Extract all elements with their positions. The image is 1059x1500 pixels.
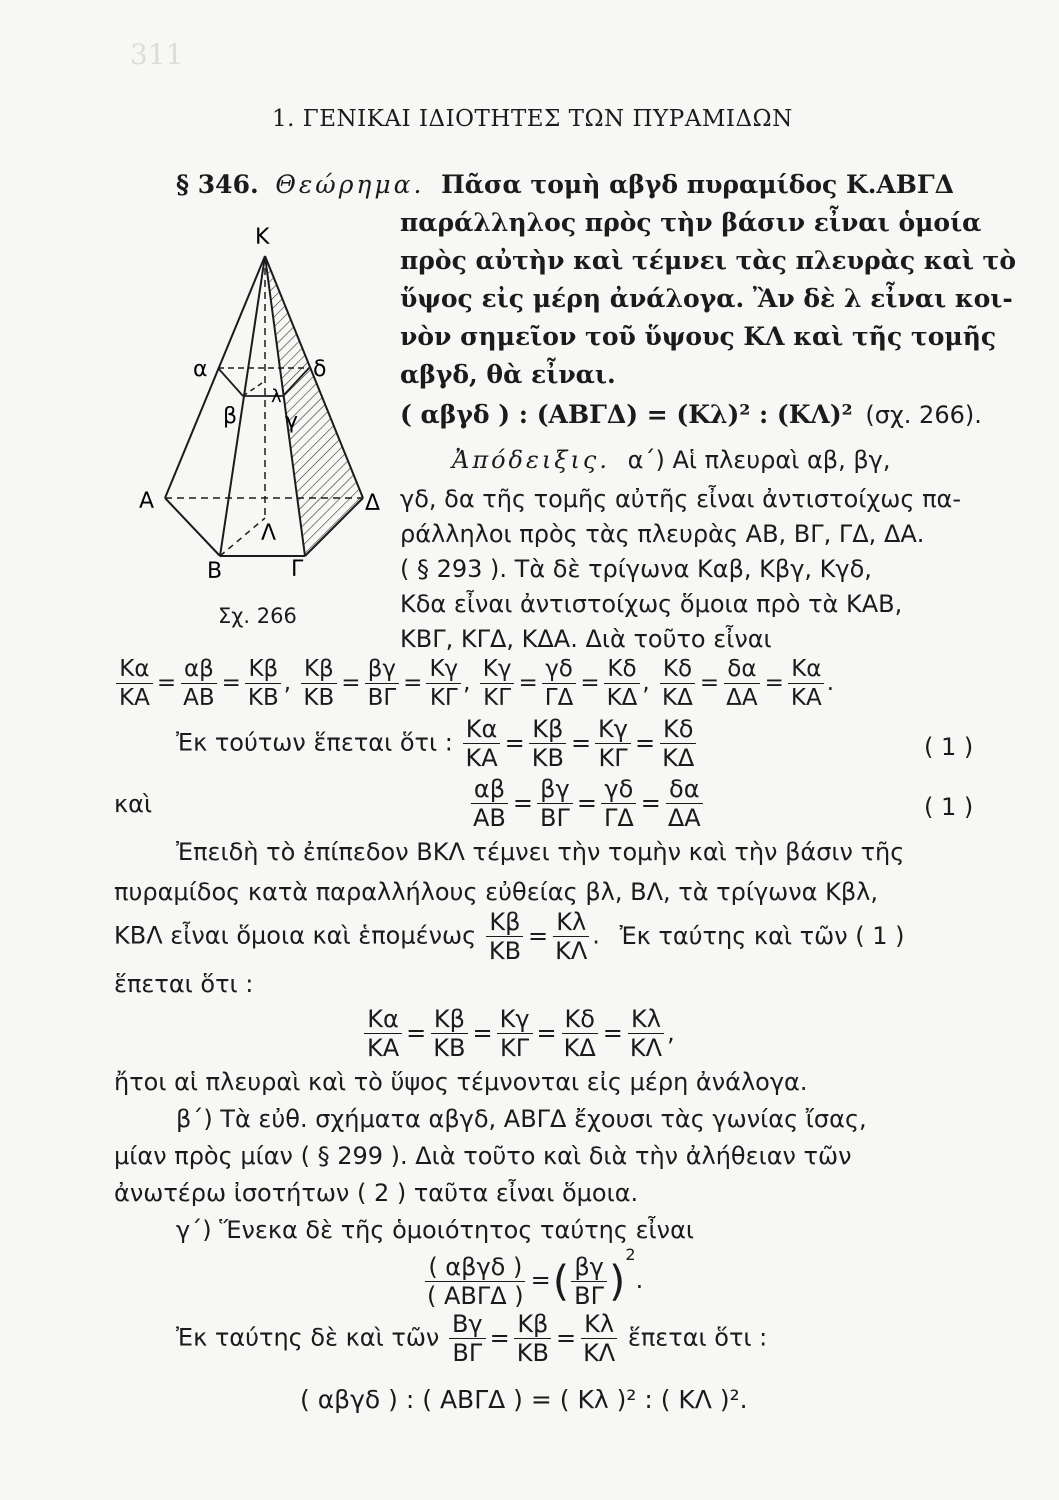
fraction: $\frac{K\alpha}{KA}$ <box>462 715 500 772</box>
fraction: $\frac{K\delta}{K\Delta}$ <box>604 655 641 712</box>
equation-tag-1a: ( 1 ) <box>924 733 974 761</box>
label-beta: β <box>223 404 238 429</box>
equation-4: $\frac{\text{( αβγδ )}}{\text{( ΑΒΓΔ )}}$ =( $\frac{\beta\gamma}{B\Gamma}$ )$^2$. <box>422 1245 643 1310</box>
fraction: $\frac{\gamma\delta}{\Gamma\Delta}$ <box>542 655 577 712</box>
fraction: $\frac{\beta\gamma}{B\Gamma}$ <box>537 775 573 832</box>
proof-line-3: ράλληλοι πρὸς τὰς πλευρὰς ΑΒ, ΒΓ, ΓΔ, ΔΑ. <box>400 520 925 548</box>
theorem-formula: ( αβγδ ) : (ΑΒΓΔ) = (Κλ)² : (ΚΛ)² <box>400 400 853 429</box>
bleed-page-number: 311 <box>130 38 184 71</box>
para1-line-3-pre: ΚΒΛ εἶναι ὅμοια καὶ ἑπομένως <box>114 921 477 950</box>
para1-line-4: ἕπεται ὅτι : <box>114 970 254 998</box>
proof-line-4: ( § 293 ). Τὰ δὲ τρίγωνα Καβ, Κβγ, Κγδ, <box>400 555 872 583</box>
figure-caption: Σχ. 266 <box>218 604 297 628</box>
pyramid-figure <box>125 218 385 578</box>
fraction: $\frac{K\gamma}{K\Gamma}$ <box>595 715 631 772</box>
para3-line: Ἐκ ταύτης δὲ καὶ τῶν $\frac{B\gamma}{B\Gamma}$ = $\frac{K\beta}{KB}$ = $\frac{K\lambda}{K\Lambda}$ ἕπεται ὅτι : <box>176 1310 768 1367</box>
theorem-line-4: ὕψος εἰς μέρη ἀνάλογα. Ἂν δὲ λ εἶναι κοι- <box>400 284 1013 313</box>
label-Lambda: Λ <box>261 521 277 546</box>
equation-1b: $\frac{\alpha\beta}{AB}$ = $\frac{\beta\gamma}{B\Gamma}$ = $\frac{\gamma\delta}{\Gamma\Delta}$ = $\frac{\delta\alpha}{\Delta A}$ <box>468 775 706 832</box>
fraction: $\frac{K\beta}{KB}$ <box>529 715 567 772</box>
equation-1a: Ἐκ τούτων ἕπεται ὅτι : $\frac{K\alpha}{KA}$ = $\frac{K\beta}{KB}$ = $\frac{K\gamma}{K\Gamma}$ = $\frac{K\delta}{K\Delta}$ <box>176 715 699 772</box>
figure-reference: (σχ. 266). <box>865 401 982 429</box>
fraction: $\frac{K\gamma}{K\Gamma}$ <box>497 1005 533 1062</box>
theorem-line-1 <box>176 170 954 199</box>
label-delta: δ <box>313 357 327 382</box>
para1-line-1: Ἐπειδὴ τὸ ἐπίπεδον ΒΚΛ τέμνει τὴν τομὴν καὶ τὴν βάσιν τῆς <box>176 838 905 866</box>
label-K: Κ <box>255 225 270 250</box>
label-B: Β <box>207 559 223 578</box>
label-alpha: α <box>193 357 208 382</box>
fraction: $\frac{K\lambda}{K\Lambda}$ <box>583 1310 616 1367</box>
theorem-line-5: νὸν σημεῖον τοῦ ὕψους ΚΛ καὶ τῆς τομῆς <box>400 322 997 351</box>
fraction: $\frac{K\beta}{KB}$ <box>514 1310 552 1367</box>
proof-line-1 <box>452 446 890 474</box>
fraction: $\frac{K\alpha}{KA}$ <box>788 655 825 712</box>
para2-line-1: ἤτοι αἱ πλευραὶ καὶ τὸ ὕψος τέμνονται εἰς μέρη ἀνάλογα. <box>114 1068 808 1096</box>
proof-line-6: ΚΒΓ, ΚΓΔ, ΚΔΑ. Διὰ τοῦτο εἶναι <box>400 625 772 653</box>
equation-3: $\frac{K\alpha}{KA}$ = $\frac{K\beta}{KB}$ = $\frac{K\gamma}{K\Gamma}$ = $\frac{K\delta}{K\Delta}$ = $\frac{K\lambda}{K\Lambda}$ , <box>362 1005 675 1062</box>
fraction: $\frac{K\alpha}{KA}$ <box>364 1005 402 1062</box>
fraction: $\frac{K\alpha}{KA}$ <box>116 655 153 712</box>
eq2-prefix: καὶ <box>114 790 153 818</box>
fraction: $\frac{K\gamma}{K\Gamma}$ <box>480 655 515 712</box>
fraction: $\frac{K\delta}{K\Delta}$ <box>659 715 697 772</box>
theorem-formula-line <box>400 400 982 429</box>
fraction: $\frac{K\lambda}{K\Lambda}$ <box>629 1005 663 1062</box>
fraction: $\frac{\delta\alpha}{\Delta A}$ <box>667 775 701 832</box>
equation-tag-1b: ( 1 ) <box>924 793 974 821</box>
fraction: $\frac{B\gamma}{B\Gamma}$ <box>449 1310 486 1367</box>
para1-line-3-post: Ἐκ ταύτης καὶ τῶν ( 1 ) <box>619 921 905 950</box>
fraction: $\frac{K\gamma}{K\Gamma}$ <box>426 655 461 712</box>
proof-line-5: Κδα εἶναι ἀντιστοίχως ὅμοια πρὸ τὰ ΚΑΒ, <box>400 590 903 618</box>
fraction: $\frac{\alpha\beta}{AB}$ <box>470 775 509 832</box>
fraction: $\frac{\text{( αβγδ )}}{\text{( ΑΒΓΔ )}}$ <box>427 1252 524 1310</box>
eq1-prefix: Ἐκ τούτων ἕπεται ὅτι : <box>176 728 453 757</box>
para2-line-3: μίαν πρὸς μίαν ( § 299 ). Διὰ τοῦτο καὶ διὰ τὴν ἀλήθειαν τῶν <box>114 1142 852 1170</box>
proof-line-2: γδ, δα τῆς τομῆς αὐτῆς εἶναι ἀντιστοίχως πα- <box>400 485 961 513</box>
label-Gamma: Γ <box>291 557 304 578</box>
fraction: $\frac{\gamma\delta}{\Gamma\Delta}$ <box>601 775 637 832</box>
fraction: $\frac{\beta\gamma}{B\Gamma}$ <box>571 1253 607 1310</box>
fraction: $\frac{\alpha\beta}{AB}$ <box>180 655 218 712</box>
para1-line-3: ΚΒΛ εἶναι ὅμοια καὶ ἑπομένως $\frac{K\beta}{KB}$ = $\frac{K\lambda}{K\Lambda}$ . Ἐκ ταύτης καὶ τῶν ( 1 ) <box>114 908 905 965</box>
section-number: § 346. <box>176 170 259 199</box>
label-lambda: λ <box>271 386 282 407</box>
chapter-heading: 1. ΓΕΝΙΚΑΙ ΙΔΙΟΤΗΤΕΣ ΤΩΝ ΠΥΡΑΜΙΔΩΝ <box>272 106 793 132</box>
proof-label: Ἀπόδειξις. <box>452 446 610 474</box>
para1-line-2: πυραμίδος κατὰ παραλλήλους εὐθείας βλ, ΒΛ, τὰ τρίγωνα Κβλ, <box>114 878 878 906</box>
fraction: $\frac{K\lambda}{K\Lambda}$ <box>555 908 588 965</box>
fraction: $\frac{K\beta}{KB}$ <box>245 655 282 712</box>
fraction: $\frac{\delta\alpha}{\Delta A}$ <box>726 656 758 711</box>
theorem-line-6: αβγδ, θὰ εἶναι. <box>400 360 616 389</box>
theorem-label: Θεώρημα. <box>275 170 425 199</box>
proportion-row: $\frac{K\alpha}{KA}$ = $\frac{\alpha\beta}{AB}$ = $\frac{K\beta}{KB}$ , $\frac{K\beta}{KB}$ = $\frac{\beta\gamma}{B\Gamma}$ = $\frac{K\gamma}{K\Gamma}$ , $\frac{K\gamma}{K\Gamma}$ = $\frac{\gamma\delta}{\Gamma\Delta}$ = $\frac{K\delta}{K\Delta}$ , $\frac{K\delta}{K\Delta}$ = $\frac{\delta\alpha}{\Delta A}$ = $\frac{K\alpha}{KA}$ . <box>114 655 834 712</box>
theorem-text-1: Πᾶσα τομὴ αβγδ πυραμίδος Κ.ΑΒΓΔ <box>441 170 955 199</box>
fraction: $\frac{K\delta}{K\Delta}$ <box>659 655 696 712</box>
proof-text-1: α΄) Αἱ πλευραὶ αβ, βγ, <box>627 446 891 474</box>
para2-line-2: β΄) Τὰ εὐθ. σχήματα αβγδ, ΑΒΓΔ ἔχουσι τὰς γωνίας ἴσας, <box>176 1105 867 1133</box>
para2-line-4: ἀνωτέρω ἰσοτήτων ( 2 ) ταῦτα εἶναι ὅμοια. <box>114 1179 639 1207</box>
label-gamma: γ <box>285 409 299 434</box>
fraction: $\frac{K\delta}{K\Delta}$ <box>561 1005 599 1062</box>
fraction: $\frac{\beta\gamma}{B\Gamma}$ <box>365 655 400 712</box>
label-Delta: Δ <box>365 491 381 516</box>
para3-pre: Ἐκ ταύτης δὲ καὶ τῶν <box>176 1323 440 1352</box>
fraction: $\frac{K\beta}{KB}$ <box>430 1005 468 1062</box>
exponent: 2 <box>625 1245 636 1264</box>
fraction: $\frac{K\beta}{KB}$ <box>300 655 337 712</box>
final-formula: ( αβγδ ) : ( ΑΒΓΔ ) = ( Κλ )² : ( ΚΛ )². <box>300 1385 748 1414</box>
label-A: Α <box>139 489 155 514</box>
para3-post: ἕπεται ὅτι : <box>627 1323 768 1352</box>
para2-line-5: γ΄) Ἕνεκα δὲ τῆς ὁμοιότητος ταύτης εἶναι <box>176 1216 695 1244</box>
theorem-line-3: πρὸς αὐτὴν καὶ τέμνει τὰς πλευρὰς καὶ τὸ <box>400 246 1017 275</box>
theorem-line-2: παράλληλος πρὸς τὴν βάσιν εἶναι ὁμοία <box>400 208 982 237</box>
fraction: $\frac{K\beta}{KB}$ <box>486 908 524 965</box>
